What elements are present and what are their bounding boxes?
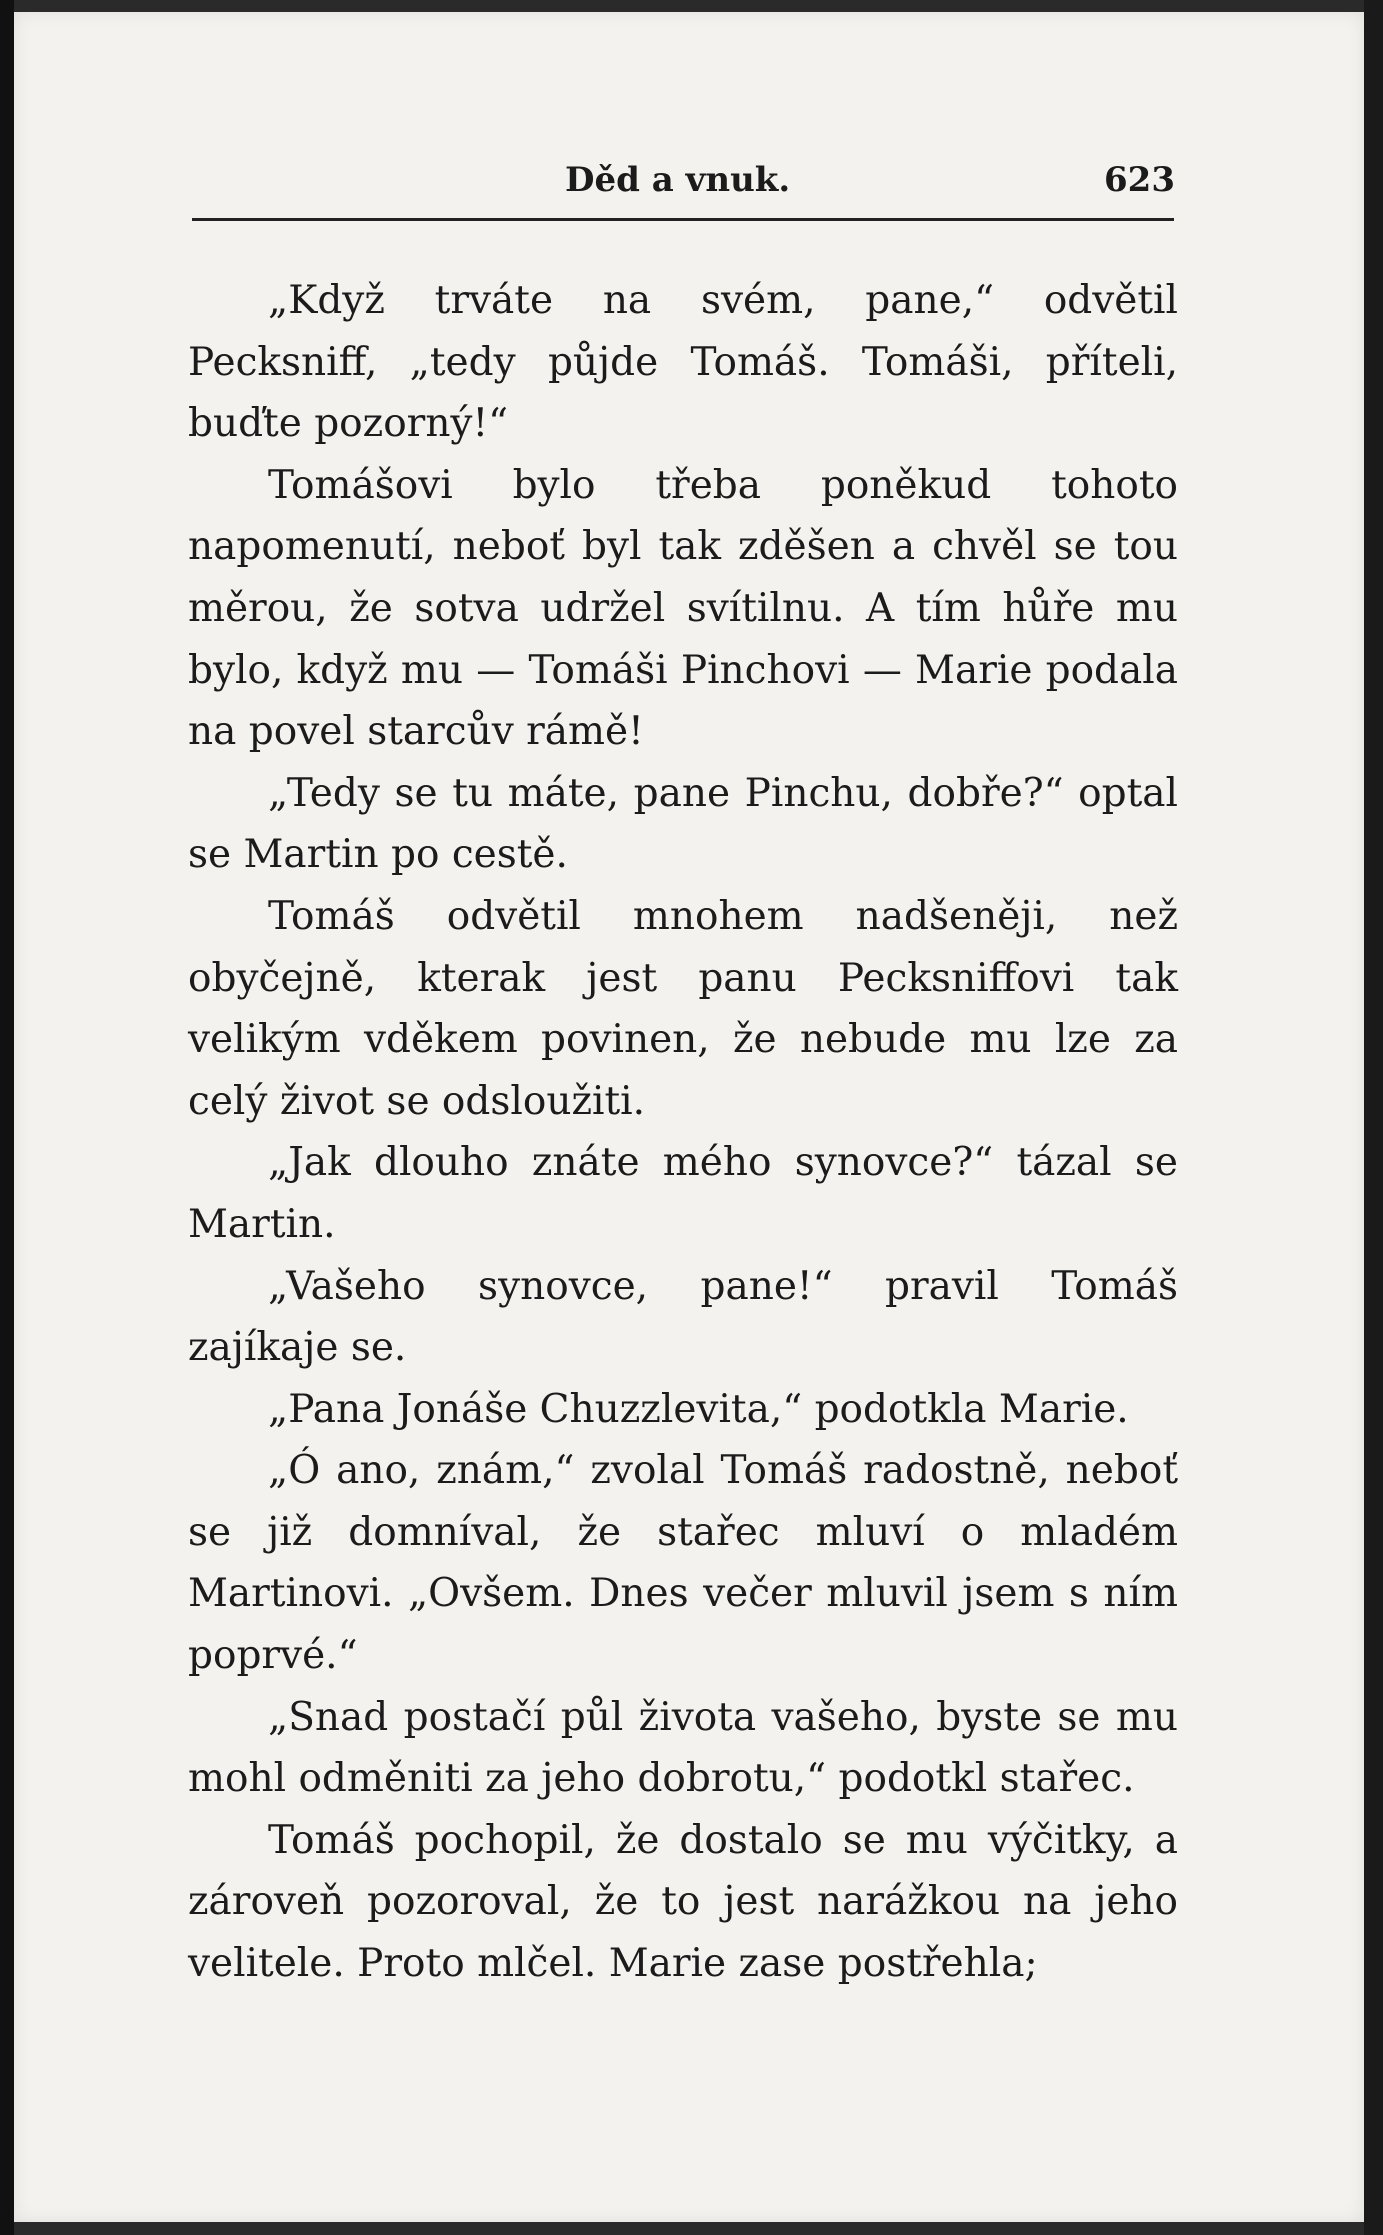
paragraph: „Vašeho synovce, pane!“ pravil Tomáš zajíkaje se. bbox=[188, 1263, 1178, 1371]
page-number: 623 bbox=[1104, 160, 1175, 200]
paragraph: Tomáš odvětil mnohem nadšeněji, než obyčejně, kterak jest panu Pecksniffovi tak velikým vděkem povinen, že nebude mu lze za celý život se odsloužiti. bbox=[188, 893, 1178, 1124]
body-text bbox=[188, 270, 1178, 1995]
paragraph: „Pana Jonáše Chuzzlevita,“ podotkla Marie. bbox=[268, 1386, 1129, 1432]
paragraph: „Snad postačí půl života vašeho, byste se mu mohl odměniti za jeho dobrotu,“ podotkl stařec. bbox=[188, 1694, 1178, 1802]
scan-right-edge bbox=[1364, 0, 1383, 2235]
paragraph: „Když trváte na svém, pane,“ odvětil Pecksniff, „tedy půjde Tomáš. Tomáši, příteli, buďte pozorný!“ bbox=[188, 278, 1178, 447]
header-rule bbox=[192, 218, 1174, 221]
paragraph: Tomáš pochopil, že dostalo se mu výčitky, a zároveň pozoroval, že to jest narážkou na jeho velitele. Proto mlčel. Marie zase postřehla; bbox=[188, 1817, 1178, 1987]
page-header bbox=[185, 160, 1175, 204]
scan-left-edge bbox=[0, 0, 14, 2235]
paragraph: „Jak dlouho znáte mého synovce?“ tázal se Martin. bbox=[188, 1140, 1178, 1247]
paragraph: Tomášovi bylo třeba poněkud tohoto napomenutí, neboť byl tak zděšen a chvěl se tou měrou, že sotva udržel svítilnu. A tím hůře mu bylo, když mu — Tomáši Pinchovi — Marie podala na povel starcův rámě! bbox=[188, 462, 1178, 755]
paragraph: „Ó ano, znám,“ zvolal Tomáš radostně, neboť se již domníval, že stařec mluví o mladém Martinovi. „Ovšem. Dnes večer mluvil jsem s ním poprvé.“ bbox=[188, 1448, 1178, 1679]
paragraph: „Tedy se tu máte, pane Pinchu, dobře?“ optal se Martin po cestě. bbox=[188, 770, 1178, 878]
running-title: Děd a vnuk. bbox=[565, 160, 791, 200]
